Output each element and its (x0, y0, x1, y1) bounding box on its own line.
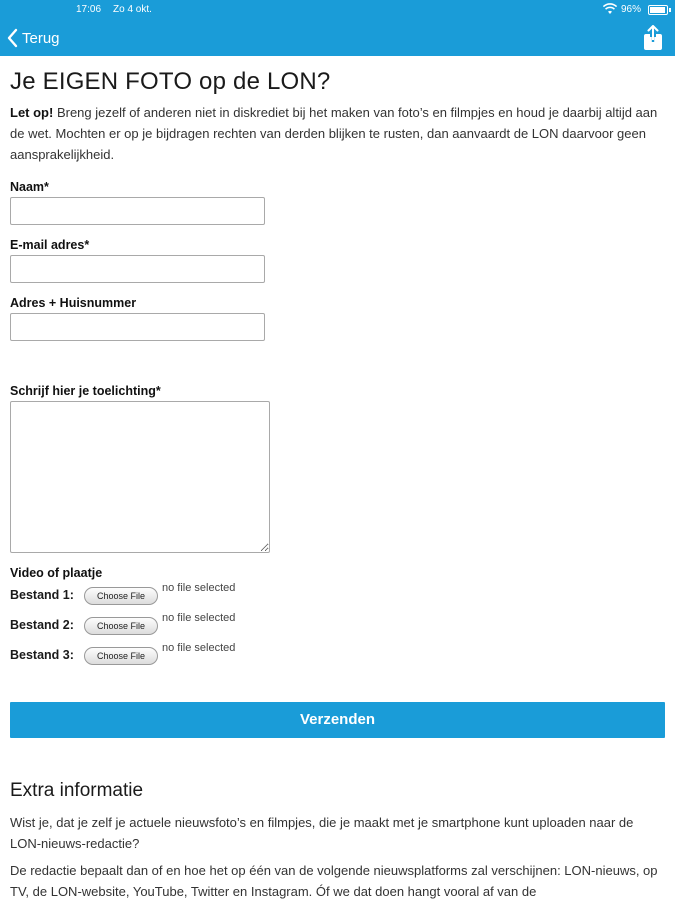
battery-icon (648, 5, 668, 15)
file-status: no file selected (162, 612, 236, 624)
back-button[interactable] (6, 26, 60, 50)
submit-button[interactable]: Verzenden (10, 702, 665, 738)
comment-textarea[interactable] (10, 401, 270, 553)
status-time: 17:06 (76, 4, 102, 15)
intro-warning: Let op! (10, 105, 54, 120)
extra-info-paragraph-2: De redactie bepaalt dan of en hoe het op één van de volgende nieuwsplatforms zal verschijnen: LON-nieuws, op TV, de LON-website, YouTube, Twitter en Instagram. Óf we dat doen hangt vooral af van de (10, 863, 658, 899)
media-label: Video of plaatje (10, 566, 103, 580)
name-label: Naam* (10, 180, 49, 194)
address-field[interactable] (10, 313, 265, 341)
email-field[interactable] (10, 255, 265, 283)
nav-bar (0, 20, 675, 56)
name-field[interactable] (10, 197, 265, 225)
share-icon[interactable] (642, 25, 664, 51)
intro-body: Breng jezelf of anderen niet in diskrediet bij het maken van foto’s en filmpjes en houd je daarbij altijd aan de wet. Mochten er op je bijdragen rechten van derden blijken te rusten, dan aanvaardt de LON daarvoor geen aansprakelijkheid. (10, 105, 658, 162)
page-title: Je EIGEN FOTO op de LON? (10, 68, 331, 95)
choose-file-button[interactable]: Choose File (84, 617, 158, 635)
wifi-icon (603, 3, 617, 15)
file-label: Bestand 3: (10, 648, 74, 662)
back-label: Terug (22, 29, 60, 47)
file-row-2 (10, 612, 310, 638)
file-status: no file selected (162, 642, 236, 654)
battery-percentage: 96% (621, 4, 642, 15)
choose-file-button[interactable]: Choose File (84, 647, 158, 665)
extra-info-heading: Extra informatie (10, 780, 144, 801)
file-status: no file selected (162, 582, 236, 594)
intro-text (10, 102, 662, 165)
file-row-3 (10, 642, 310, 668)
status-bar (0, 0, 675, 20)
choose-file-button[interactable]: Choose File (84, 587, 158, 605)
email-label: E-mail adres* (10, 238, 90, 252)
comment-label: Schrijf hier je toelichting* (10, 384, 161, 398)
chevron-left-icon (6, 28, 18, 48)
status-date: Zo 4 okt. (113, 4, 152, 15)
file-row-1 (10, 582, 310, 608)
extra-info-paragraph-1: Wist je, dat je zelf je actuele nieuwsfoto’s en filmpjes, die je maakt met je smartphone kunt uploaden naar de LON-nieuws-redactie? (10, 815, 634, 851)
file-label: Bestand 2: (10, 618, 74, 632)
file-label: Bestand 1: (10, 588, 74, 602)
address-label: Adres + Huisnummer (10, 296, 137, 310)
